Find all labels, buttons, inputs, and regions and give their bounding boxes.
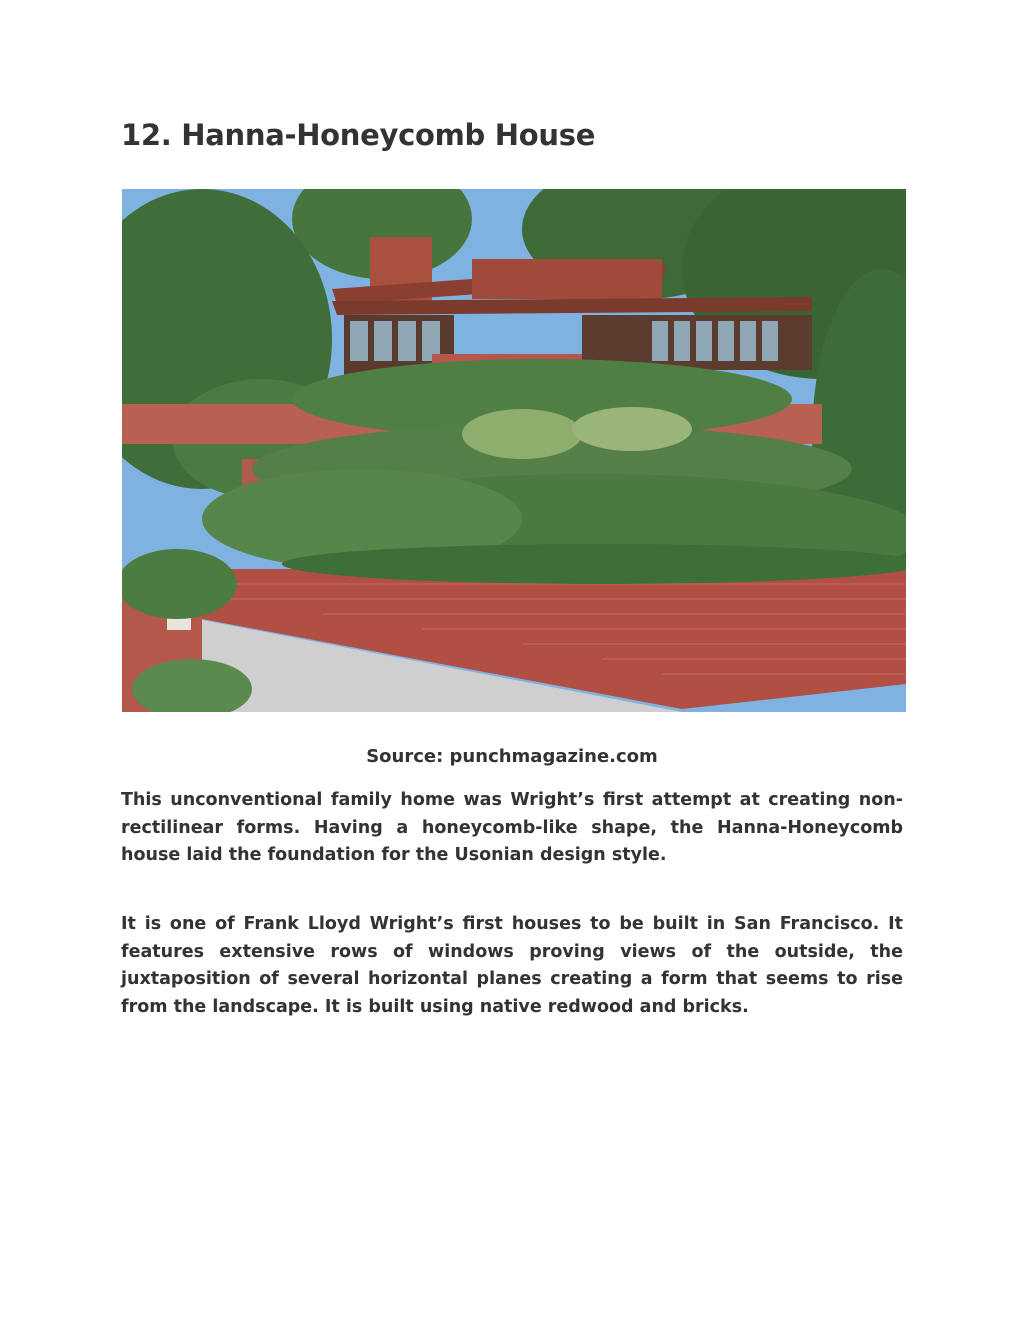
house-photo-icon bbox=[122, 189, 906, 712]
flowering-bush bbox=[572, 407, 692, 451]
house-photo bbox=[122, 189, 906, 712]
shrubs bbox=[282, 544, 906, 584]
upper-wall bbox=[472, 259, 662, 299]
page-title: 12. Hanna-Honeycomb House bbox=[121, 118, 596, 152]
body-paragraph: This unconventional family home was Wright’s first attempt at creating non-rectilinear forms. Having a honeycomb-like shape, the Hanna-Honeycomb house laid the foundation for the Usonian design style. bbox=[121, 790, 903, 865]
image-caption: Source: punchmagazine.com bbox=[366, 746, 658, 767]
body-paragraph: It is one of Frank Lloyd Wright’s first houses to be built in San Francisco. It features extensive rows of windows proving views of the outside, the juxtaposition of several horizontal planes creating a form that seems to rise from the landscape. It is built using native redwood and bricks. bbox=[121, 914, 903, 1017]
shrubs bbox=[122, 549, 237, 619]
flowering-bush bbox=[462, 409, 582, 459]
